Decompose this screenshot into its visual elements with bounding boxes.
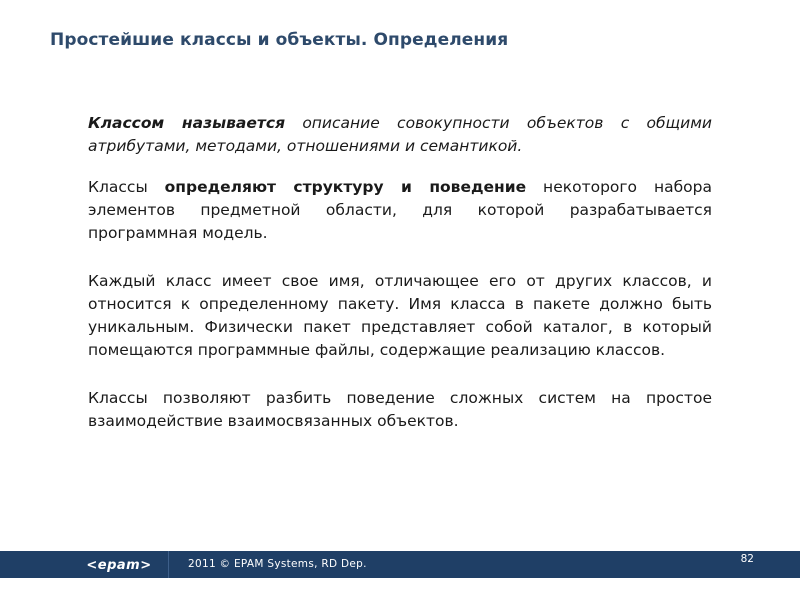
slide-title: Простейшие классы и объекты. Определения (50, 30, 509, 50)
definition-text: описание совокупности объектов с общими атрибутами, методами, отношениями и семантикой. (88, 114, 712, 155)
definition-term: Классом называется (88, 114, 286, 132)
definition-paragraph (88, 112, 712, 158)
naming-paragraph: Каждый класс имеет свое имя, отличающее его от других классов, и относится к определенному пакету. Имя класса в пакете должно быть уникальным. Физически пакет представляет собой каталог, в который помещаются программные файлы, содержащие реализацию классов. (88, 272, 712, 359)
footer-bar (0, 551, 800, 578)
behavior-paragraph: Классы позволяют разбить поведение сложных систем на простое взаимодействие взаимосвязанных объектов. (88, 389, 712, 430)
slide-content (88, 112, 712, 433)
structure-text-after: некоторого набора элементов предметной области, для которой разрабатывается программная модель. (88, 178, 713, 242)
page-number: 82 (740, 553, 754, 565)
epam-logo (80, 557, 158, 573)
footer-divider (168, 551, 169, 578)
epam-logo-text: <epam> (86, 557, 152, 573)
structure-emphasis: определяют структуру и поведение (164, 178, 527, 196)
structure-text-before: Классы (88, 178, 165, 196)
structure-paragraph (88, 176, 712, 245)
footer-copyright: 2011 © EPAM Systems, RD Dep. (188, 558, 367, 570)
